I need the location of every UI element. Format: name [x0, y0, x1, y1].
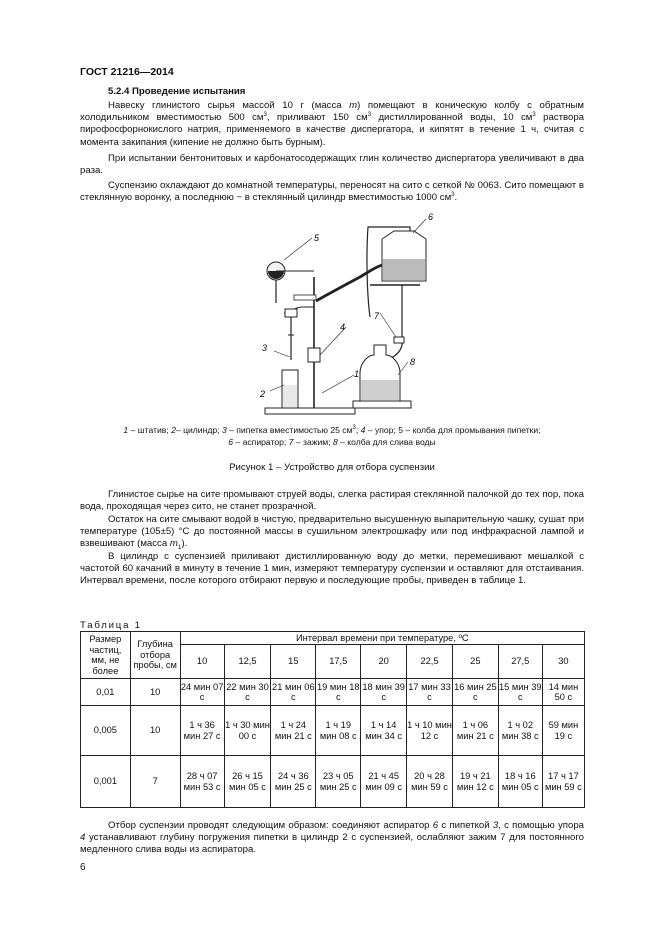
cell-time: 1 ч 02 мин 38 с	[498, 706, 542, 756]
cell-size: 0,001	[81, 756, 131, 808]
paragraph-residue: Остаток на сите смывают водой в чистую, предварительно высушенную выпарительную чашку, сушат при температуре (105±5) °С до постоянной массы в сушильном электрошкафу или под инфракрасной лампой и взвешивают (масса $m_1$).	[80, 514, 584, 552]
apparatus-figure	[250, 205, 434, 420]
paragraph-sample-prep: Навеску глинистого сырья массой 10 г (масса m) помещают в коническую колбу с обратным холодильником вместимостью 500 $см^3$, приливают 150 $см^3$ дистиллированной воды, 10 $см^3$ раствора пирофосфорнокислого натрия, применяемого в качестве диспергатора, и кипятят в течение 1 ч, считая с момента закипания (кипение не должно быть бурным).	[80, 100, 584, 148]
paragraph-cooling: Суспензию охлаждают до комнатной температуры, переносят на сито с сеткой № 0063. Сито помещают в стеклянную воронку, а последнюю − в стеклянный цилиндр вместимостью 1000 $см^3$.	[80, 180, 584, 204]
stop-support	[308, 348, 320, 362]
figure-label-8: 8	[410, 357, 416, 367]
cell-depth: 7	[130, 756, 180, 808]
header-temp: 27,5	[498, 645, 542, 679]
cell-time: 22 мин 30 с	[224, 679, 271, 706]
header-temp: 12,5	[224, 645, 271, 679]
cell-depth: 10	[130, 679, 180, 706]
paragraph-sampling: Отбор суспензии проводят следующим образом: соединяют аспиратор 6 с пипеткой 3, с помощью упора 4 устанавливают глубину погружения пипетки в цилиндр 2 с суспензией, ослабляют зажим 7 для постоянного медленного слива воды из аспиратора.	[80, 820, 584, 856]
stand-base	[265, 408, 355, 414]
header-temp: 17,5	[316, 645, 361, 679]
header-depth: Глубина отбора пробы, см	[130, 632, 180, 679]
cell-depth: 10	[130, 706, 180, 756]
cell-time: 19 ч 21 мин 12 с	[452, 756, 498, 808]
cell-time: 16 мин 25 с	[452, 679, 498, 706]
cell-time: 17 ч 17 мин 59 с	[542, 756, 584, 808]
figure-label-7: 7	[374, 311, 380, 321]
document-standard-number: ГОСТ 21216—2014	[80, 66, 174, 78]
figure-label-3: 3	[262, 343, 268, 353]
table-row	[81, 756, 585, 808]
hose	[316, 263, 390, 301]
cell-time: 1 ч 24 мин 21 с	[271, 706, 316, 756]
cell-time: 1 ч 10 мин 12 с	[407, 706, 453, 756]
header-particle-size: Размер частиц, мм, не более	[81, 632, 131, 679]
figure-legend: 1 – штатив; 2– цилиндр; 3 – пипетка вместимостью 25 $см^3$; 4 – упор; 5 – колба для промывания пипетки; 6 – аспиратор; 7 – зажим; 8 – колба для слива воды	[123, 425, 541, 447]
figure-label-2: 2	[260, 389, 266, 399]
table-row	[81, 679, 585, 706]
cell-time: 20 ч 28 мин 59 с	[407, 756, 453, 808]
cell-time: 1 ч 06 мин 21 с	[452, 706, 498, 756]
figure-label-5: 5	[314, 233, 320, 243]
cell-time: 28 ч 07 мин 53 с	[180, 756, 224, 808]
page-number: 6	[80, 862, 86, 873]
cell-size: 0,01	[81, 679, 131, 706]
cell-time: 18 ч 16 мин 05 с	[498, 756, 542, 808]
cell-size: 0,005	[81, 706, 131, 756]
cell-time: 1 ч 36 мин 27 с	[180, 706, 224, 756]
header-temp: 22,5	[407, 645, 453, 679]
cell-time: 19 мин 18 с	[316, 679, 361, 706]
paragraph-cylinder: В цилиндр с суспензией приливают дистиллированную воду до метки, перемешивают мешалкой с частотой 60 качаний в минуту в течение 1 мин, измеряют температуру суспензии и оставляют для отстаивания. Интервал времени, после которого отбирают первую и последующие пробы, приведен в таблице 1.	[80, 551, 584, 587]
figure-label-4: 4	[340, 322, 346, 332]
figure-label-1: 1	[354, 369, 360, 379]
cell-time: 59 мин 19 с	[542, 706, 584, 756]
cell-time: 17 мин 33 с	[407, 679, 453, 706]
table-row	[81, 706, 585, 756]
cell-time: 26 ч 15 мин 05 с	[224, 756, 271, 808]
cell-time: 15 мин 39 с	[498, 679, 542, 706]
cell-time: 1 ч 19 мин 08 с	[316, 706, 361, 756]
header-temp: 20	[361, 645, 407, 679]
paragraph-washing: Глинистое сырье на сите промывают струей воды, слегка растирая стеклянной палочкой до тех пор, пока вода, проходящая через сито, не станет прозрачной.	[80, 489, 584, 513]
cell-time: 21 мин 06 с	[271, 679, 316, 706]
figure-caption: Рисунок 1 – Устройство для отбора суспензии	[229, 462, 435, 473]
cell-time: 24 ч 36 мин 25 с	[271, 756, 316, 808]
cell-time: 23 ч 05 мин 25 с	[316, 756, 361, 808]
header-temp: 30	[542, 645, 584, 679]
cell-time: 14 мин 50 с	[542, 679, 584, 706]
cell-time: 24 мин 07 с	[180, 679, 224, 706]
settling-time-table	[80, 631, 585, 808]
cell-time: 21 ч 45 мин 09 с	[361, 756, 407, 808]
pinch-clamp	[394, 337, 404, 343]
table-caption: Таблица 1	[80, 620, 142, 631]
cell-time: 18 мин 39 с	[361, 679, 407, 706]
paragraph-bentonite: При испытании бентонитовых и карбонатосодержащих глин количество диспергатора увеличивают в два раза.	[80, 153, 584, 177]
header-time-interval: Интервал времени при температуре, ºС	[180, 632, 584, 645]
header-temp: 10	[180, 645, 224, 679]
figure-label-6: 6	[428, 212, 434, 222]
cell-time: 1 ч 14 мин 34 с	[361, 706, 407, 756]
header-temp: 15	[271, 645, 316, 679]
cell-time: 1 ч 30 мин 00 с	[224, 706, 271, 756]
section-title: 5.2.4 Проведение испытания	[108, 86, 246, 97]
header-temp: 25	[452, 645, 498, 679]
